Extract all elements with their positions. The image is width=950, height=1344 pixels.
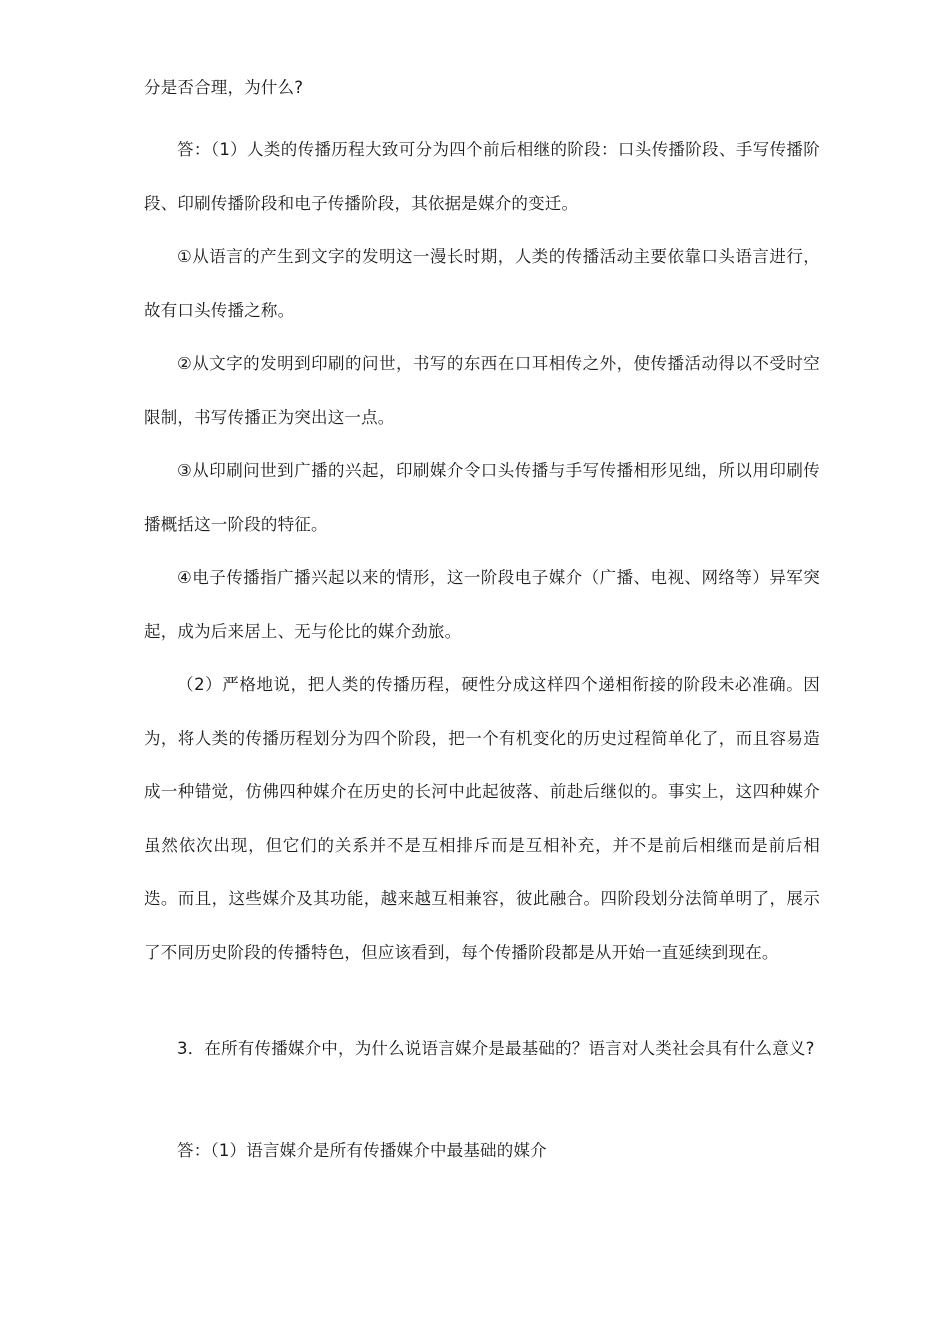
paragraph-answer-part-2: （2）严格地说，把人类的传播历程，硬性分成这样四个递相衔接的阶段未必准确。因为，将人类的传播历程划分为四个阶段，把一个有机变化的历史过程简单化了，而且容易造成一种错觉，仿佛四种媒介在历史的长河中此起彼落、前赴后继似的。事实上，这四种媒介虽然依次出现，但它们的关系并不是互相排斥而是互相补充，并不是前后相继而是前后相迭。而且，这些媒介及其功能，越来越互相兼容，彼此融合。四阶段划分法简单明了，展示了不同历史阶段的传播特色，但应该看到，每个传播阶段都是从开始一直延续到现在。: [144, 675, 820, 962]
paragraph-answer-part-1: 答：（1）人类的传播历程大致可分为四个前后相继的阶段：口头传播阶段、手写传播阶段、印刷传播阶段和电子传播阶段，其依据是媒介的变迁。: [144, 140, 820, 213]
paragraph-answer-3-part-1: 答：（1）语言媒介是所有传播媒介中最基础的媒介: [177, 1141, 547, 1160]
paragraph-oral-stage: ①从语言的产生到文字的发明这一漫长时期，人类的传播活动主要依靠口头语言进行，故有口头传播之称。: [144, 247, 820, 320]
paragraph-electronic-stage: ④电子传播指广播兴起以来的情形，这一阶段电子媒介（广播、电视、网络等）异军突起，成为后来居上、无与伦比的媒介劲旅。: [144, 568, 820, 641]
paragraph-writing-stage: ②从文字的发明到印刷的问世，书写的东西在口耳相传之外，使传播活动得以不受时空限制，书写传播正为突出这一点。: [144, 354, 820, 427]
paragraph-question-continuation: 分是否合理，为什么?: [144, 78, 304, 97]
paragraph-printing-stage: ③从印刷问世到广播的兴起，印刷媒介令口头传播与手写传播相形见绌，所以用印刷传播概括这一阶段的特征。: [144, 461, 820, 534]
paragraph-question-3: 3．在所有传播媒介中，为什么说语言媒介是最基础的？语言对人类社会具有什么意义?: [177, 1039, 815, 1058]
